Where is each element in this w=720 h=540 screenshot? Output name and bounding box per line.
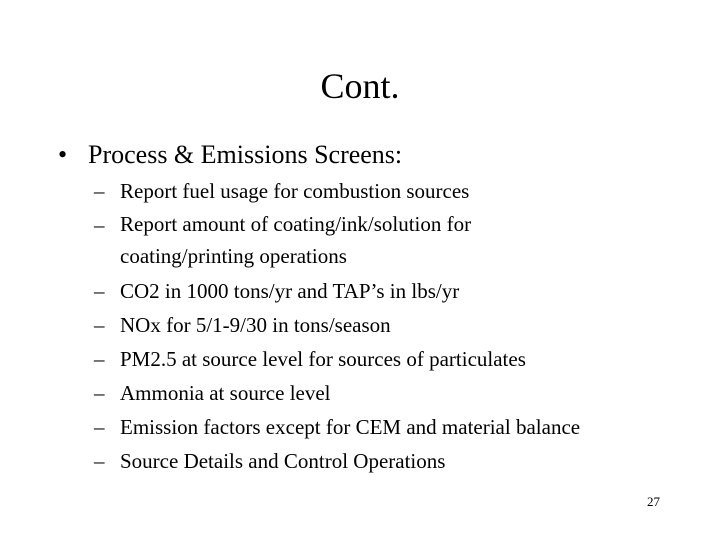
list-item	[94, 410, 694, 444]
list-item	[94, 376, 694, 410]
dash-icon: –	[94, 179, 105, 203]
list-item-text: Ammonia at source level	[120, 381, 331, 405]
bullet-heading: Process & Emissions Screens:	[88, 140, 403, 169]
list-item	[94, 274, 694, 308]
dash-icon: –	[94, 313, 105, 337]
list-item-text: CO2 in 1000 tons/yr and TAP’s in lbs/yr	[120, 279, 460, 303]
page-number: 27	[647, 494, 660, 509]
dash-icon: –	[94, 213, 105, 237]
sub-bullet-list	[94, 174, 694, 478]
bullet-icon: •	[58, 140, 68, 169]
list-item	[94, 308, 694, 342]
dash-icon: –	[94, 347, 105, 371]
list-item-text: Source Details and Control Operations	[120, 449, 446, 473]
list-item-text: Emission factors except for CEM and material balance	[120, 415, 581, 439]
list-item	[94, 208, 694, 274]
list-item	[94, 444, 694, 478]
list-item-text: NOx for 5/1-9/30 in tons/season	[120, 313, 391, 337]
dash-icon: –	[94, 449, 105, 473]
list-item	[94, 174, 694, 208]
list-item-text: Report amount of coating/ink/solution for coating/printing operations	[120, 212, 472, 268]
list-item-text: Report fuel usage for combustion sources	[120, 179, 470, 203]
dash-icon: –	[94, 415, 105, 439]
dash-icon: –	[94, 381, 105, 405]
main-bullet	[58, 139, 402, 171]
dash-icon: –	[94, 279, 105, 303]
slide-title: Cont.	[320, 66, 400, 106]
list-item	[94, 342, 694, 376]
list-item-text: PM2.5 at source level for sources of particulates	[120, 347, 526, 371]
